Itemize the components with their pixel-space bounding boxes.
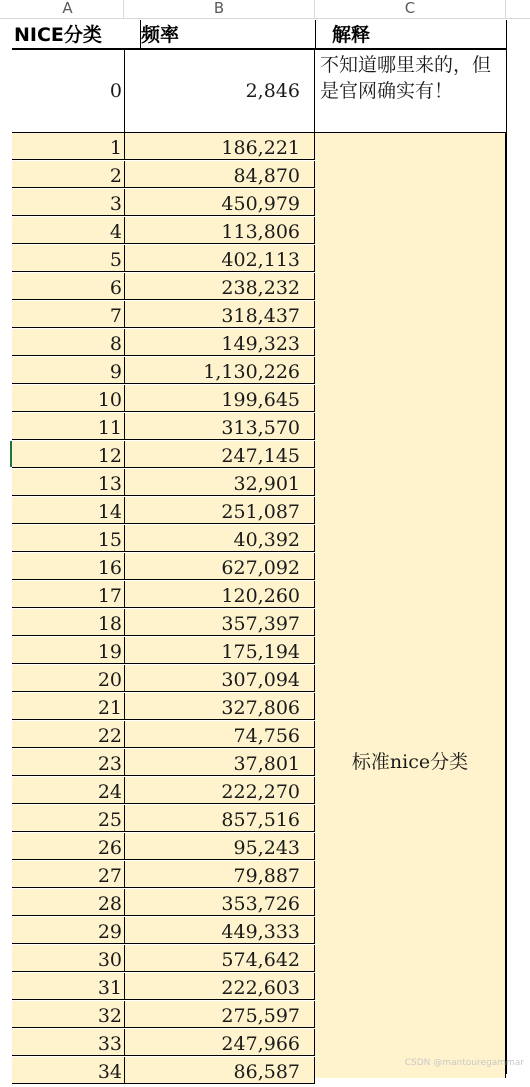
cell-category[interactable]: 16 [12,553,124,580]
cell-category[interactable]: 3 [12,189,124,216]
table-row [12,329,315,356]
cell-frequency[interactable]: 327,806 [124,693,315,720]
table-row [12,357,315,384]
table-row [12,1001,315,1028]
header-frequency-text: 频率 [141,24,180,46]
merged-explanation-text: 标准nice分类 [351,751,469,773]
cell-frequency[interactable]: 37,801 [124,749,315,776]
cell-frequency[interactable]: 627,092 [124,553,315,580]
table-right-border [506,20,507,1074]
header-cell-explanation[interactable]: 解释 [315,20,506,48]
cell-category[interactable]: 17 [12,581,124,608]
cell-category[interactable]: 28 [12,889,124,916]
cell-frequency[interactable]: 32,901 [124,469,315,496]
table-row [12,609,315,636]
cell-frequency[interactable]: 307,094 [124,665,315,692]
cell-frequency[interactable]: 95,243 [124,833,315,860]
cell-category[interactable]: 25 [12,805,124,832]
table-row [12,301,315,328]
cell-frequency[interactable]: 574,642 [124,945,315,972]
table-row [12,889,315,916]
table-row [12,189,315,216]
cell-category[interactable]: 6 [12,273,124,300]
cell-frequency[interactable]: 1,130,226 [124,357,315,384]
table-row [12,581,315,608]
cell-category[interactable]: 0 [109,80,122,102]
cell-frequency[interactable]: 79,887 [124,861,315,888]
table-row [12,693,315,720]
cell-frequency[interactable]: 40,392 [124,525,315,552]
watermark: CSDN @mantouregammar [404,1058,524,1068]
cell-frequency[interactable]: 2,846 [124,50,315,132]
table-row [12,777,315,804]
cell-category[interactable]: 24 [12,777,124,804]
table-row [12,413,315,440]
cell-category[interactable]: 1 [12,133,124,160]
table-row [12,525,315,552]
cell-frequency[interactable]: 175,194 [124,637,315,664]
cell-category[interactable]: 2 [12,161,124,188]
cell-category[interactable]: 30 [12,945,124,972]
cell-explanation[interactable]: 不知道哪里来的，但是官网确实有！ [320,54,492,102]
cell-category[interactable]: 13 [12,469,124,496]
cell-category[interactable]: 34 [12,1057,124,1084]
cell-frequency[interactable]: 222,603 [124,973,315,1000]
cell-frequency[interactable]: 247,966 [124,1029,315,1056]
table-row [12,441,315,468]
cell-category[interactable]: 32 [12,1001,124,1028]
column-header-a[interactable]: A [12,0,124,18]
cell-frequency[interactable]: 86,587 [124,1057,315,1084]
cell-category[interactable]: 7 [12,301,124,328]
column-header-c[interactable]: C [315,0,506,18]
cell-category[interactable]: 21 [12,693,124,720]
cell-category[interactable]: 14 [12,497,124,524]
cell-frequency[interactable]: 199,645 [124,385,315,412]
table-row [12,637,315,664]
table-row [12,273,315,300]
cell-frequency[interactable]: 353,726 [124,889,315,916]
table-header-row [12,20,506,50]
table-row [12,665,315,692]
cell-frequency[interactable]: 149,323 [124,329,315,356]
cell-frequency[interactable]: 313,570 [124,413,315,440]
cell-frequency[interactable]: 222,270 [124,777,315,804]
cell-category[interactable]: 12 [12,441,124,468]
cell-frequency[interactable]: 247,145 [124,441,315,468]
cell-frequency[interactable]: 113,806 [124,217,315,244]
cell-frequency[interactable]: 84,870 [124,161,315,188]
cell-category[interactable]: 19 [12,637,124,664]
cell-category[interactable]: 9 [12,357,124,384]
table-row [12,1057,315,1084]
cell-frequency[interactable]: 357,397 [124,609,315,636]
table-row-zero [12,50,506,133]
table-row [12,833,315,860]
table-row [12,749,315,776]
table-row [12,385,315,412]
column-header-bar [0,0,530,20]
cell-frequency[interactable]: 186,221 [124,133,315,160]
header-cell-frequency[interactable] [140,20,315,48]
cell-category[interactable]: 29 [12,917,124,944]
cell-frequency[interactable]: 251,087 [124,497,315,524]
cell-frequency[interactable]: 120,260 [124,581,315,608]
cell-category[interactable]: 20 [12,665,124,692]
cell-category[interactable]: 11 [12,413,124,440]
table-row [12,861,315,888]
table-row [12,161,315,188]
cell-category[interactable]: 33 [12,1029,124,1056]
column-header-b[interactable]: B [124,0,315,18]
cell-category[interactable]: 31 [12,973,124,1000]
cell-category[interactable]: 15 [12,525,124,552]
cell-frequency[interactable]: 318,437 [124,301,315,328]
table-row [12,217,315,244]
table-row [12,805,315,832]
table-row [12,497,315,524]
table-row [12,945,315,972]
cell-category[interactable]: 5 [12,245,124,272]
cell-frequency[interactable]: 74,756 [124,721,315,748]
table-row [12,917,315,944]
merged-explanation-cell[interactable] [315,133,506,1078]
cell-frequency[interactable]: 449,333 [124,917,315,944]
table-row [12,245,315,272]
header-cell-nice-category[interactable]: NICE分类 [14,24,102,46]
cell-category[interactable]: 10 [12,385,124,412]
table-row [12,721,315,748]
cell-frequency[interactable]: 275,597 [124,1001,315,1028]
cell-frequency[interactable]: 238,232 [124,273,315,300]
cell-frequency[interactable]: 402,113 [124,245,315,272]
table-row [12,1029,315,1056]
cell-category[interactable]: 18 [12,609,124,636]
table-row [12,469,315,496]
cell-category[interactable]: 22 [12,721,124,748]
table-row [12,133,315,160]
table-row [12,973,315,1000]
cell-frequency[interactable]: 857,516 [124,805,315,832]
cell-category[interactable]: 26 [12,833,124,860]
cell-category[interactable]: 27 [12,861,124,888]
cell-category[interactable]: 4 [12,217,124,244]
cell-frequency[interactable]: 450,979 [124,189,315,216]
cell-category[interactable]: 8 [12,329,124,356]
cell-category[interactable]: 23 [12,749,124,776]
column-header-divider [0,18,530,19]
table-row [12,553,315,580]
